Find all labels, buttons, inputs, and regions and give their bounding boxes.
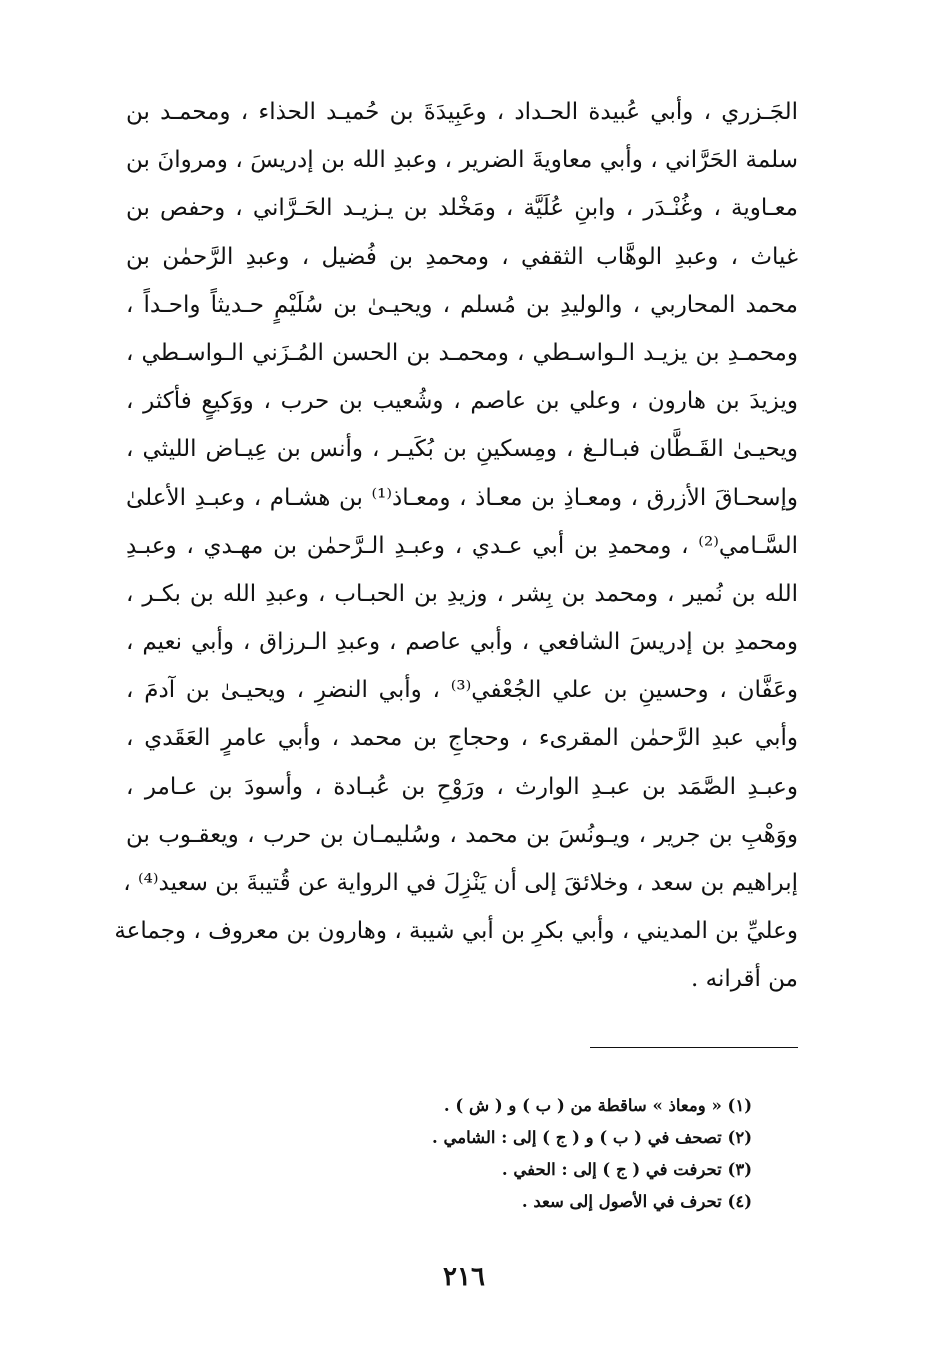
text-line: إبراهيم بن سعد ، وخلائقَ إلى أن يَنْزِلَ في الرواية عن قُتيبةَ بن سعيد⁽⁴⁾ ، <box>123 870 798 896</box>
text-line: السَّـامي⁽²⁾ ، ومحمدِ بن أبي عـدي ، وعبـدِ الـرَّحمٰن بن مهـدي ، وعبـدِ <box>126 532 798 559</box>
text-line: وعليِّ بن المديني ، وأبي بكرِ بن أبي شيبة ، وهارون بن معروف ، وجماعة <box>114 918 798 945</box>
text-line: غياث ، وعبدِ الوهَّاب الثقفي ، ومحمدِ بن فُضيل ، وعبدِ الرَّحمٰن بن <box>126 243 798 270</box>
footnote-3: (٣) تحرفت في ( ج ) إلى : الحفي . <box>501 1160 752 1179</box>
text-line: ووَهْبِ بن جرير ، ويـونُسَ بن محمد ، وسُليمـان بن حرب ، ويعقـوب بن <box>126 821 798 848</box>
footnote-4: (٤) تحرف في الأصول إلى سعد . <box>521 1192 752 1211</box>
text-line: ومحمدِ بن إدريسَ الشافعي ، وأبي عاصم ، وعبدِ الـرزاق ، وأبي نعيم ، <box>126 629 798 656</box>
main-text-block <box>114 88 798 1004</box>
footnotes <box>332 1090 752 1218</box>
footnote-1: (١) « ومعاذ » ساقطة من ( ب ) و ( ش ) . <box>443 1096 752 1115</box>
text-line: ويزيدَ بن هارون ، وعلي بن عاصم ، وشُعيب بن حرب ، ووَكيعٍ فأكثر ، <box>126 388 798 415</box>
text-line: وإسحـاقَ الأزرق ، ومعـاذِ بن معـاذ ، ومعـاذ⁽¹⁾ بن هشـام ، وعبـدِ الأعلىٰ <box>126 484 798 511</box>
text-line: الجَـزري ، وأبي عُبيدة الحـداد ، وعَبِيدَةَ بن حُميـد الحذاء ، ومحمـد بن <box>126 99 798 125</box>
footnote-separator <box>590 1047 798 1048</box>
text-line-last: من أقرانه . <box>691 966 798 993</box>
text-line: وأبي عبدِ الرَّحمٰن المقرىء ، وحجاجِ بن محمد ، وأبي عامرٍ العَقَدي ، <box>126 725 798 752</box>
text-line: محمد المحاربي ، والوليدِ بن مُسلم ، ويحيـىٰ بن سُلَيْمٍ حـديثاً واحـداً ، <box>126 291 798 318</box>
text-line: وعبـدِ الصَّمَد بن عبـدِ الوارث ، ورَوْحِ بن عُبـادة ، وأسودَ بن عـامر ، <box>126 773 798 800</box>
text-line: الله بن نُمير ، ومحمد بن بِشر ، وزيدِ بن الحبـاب ، وعبدِ الله بن بكـر ، <box>126 580 798 607</box>
text-line: ويحيـىٰ القَـطَّان فبـالـغ ، ومِسكينِ بن بُكَيـر ، وأنس بن عِيـاض الليثي ، <box>126 436 798 463</box>
text-line: وعَفَّان ، وحسينِ بن علي الجُعْفي⁽³⁾ ، وأبي النضرِ ، ويحيـىٰ بن آدمَ ، <box>126 677 798 704</box>
page-number: ٢١٦ <box>443 1262 485 1292</box>
footnote-2: (٢) تصحف في ( ب ) و ( ج ) إلى : الشامي . <box>432 1128 752 1147</box>
text-line: معـاوية ، وغُنْـدَر ، وابنِ عُلَيَّة ، ومَخْلد بن يـزيـد الحَـرَّاني ، وحفص بن <box>126 195 798 222</box>
text-line: ومحمـدِ بن يزيـد الـواسـطي ، ومحمـد بن الحسن المُـزَني الـواسـطي ، <box>126 339 798 366</box>
text-line: سلمة الحَرَّاني ، وأبي معاويةَ الضرير ، وعبدِ الله بن إدريسَ ، ومروانَ بن <box>126 147 798 174</box>
